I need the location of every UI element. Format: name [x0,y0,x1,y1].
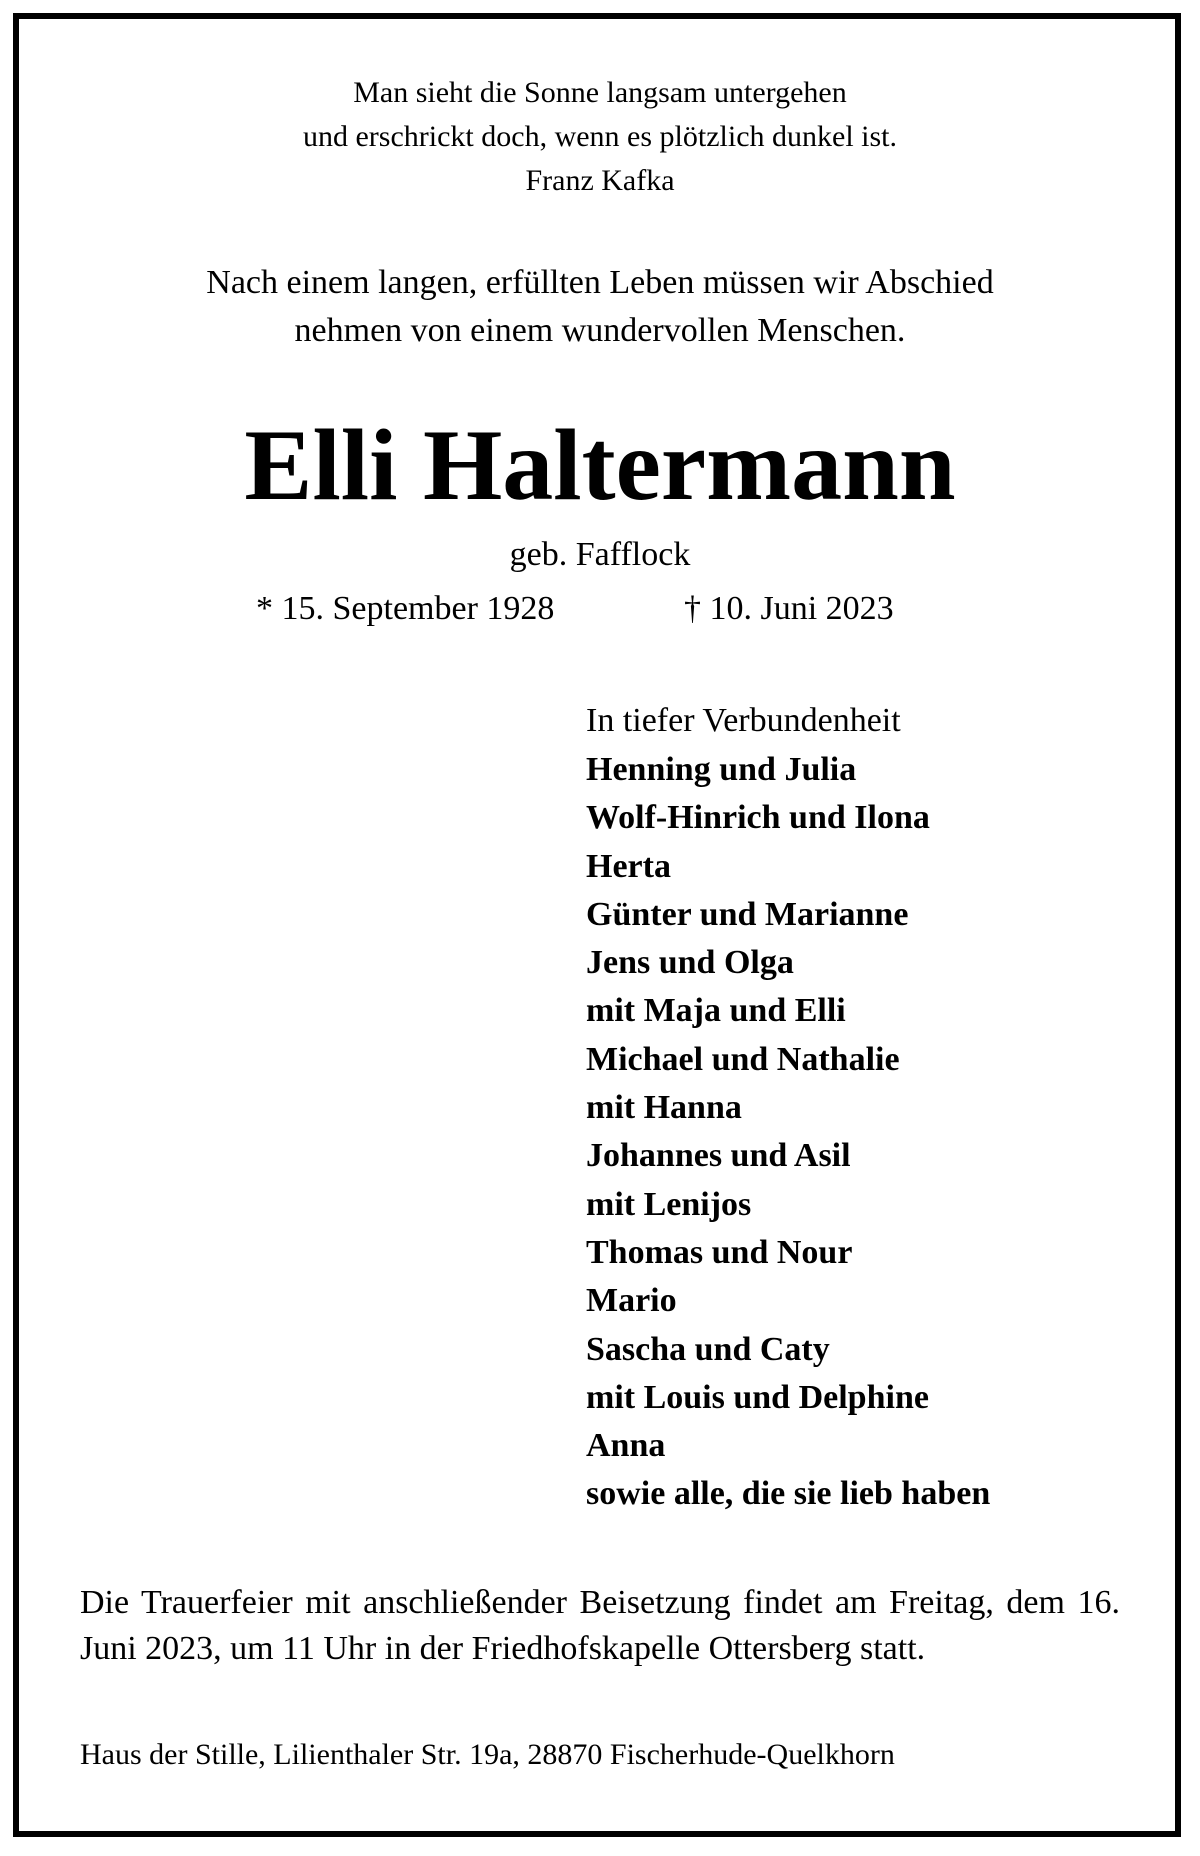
mourner-name: mit Lenijos [586,1185,752,1223]
intro-line-2: nehmen von einem wundervollen Menschen. [294,312,906,349]
funeral-service-info: Die Trauerfeier mit anschließender Beisetzung findet am Freitag, dem 16. Juni 2023, um 11 Uhr in der Friedhofskapelle Ottersberg statt. [80,1584,1120,1667]
mourner-name: Günter und Marianne [586,895,909,933]
funeral-home-address: Haus der Stille, Lilienthaler Str. 19a, 28870 Fischerhude-Quelkhorn [80,1738,895,1771]
deceased-name: Elli Haltermann [244,409,956,522]
birth-date: * 15. September 1928 [256,590,555,627]
birth-name: geb. Fafflock [509,536,691,573]
mourners-block [586,696,990,1519]
mourner-name: mit Louis und Delphine [586,1378,929,1416]
quote-line-1: Man sieht die Sonne langsam untergehen [353,76,847,109]
mourner-name: Wolf-Hinrich und Ilona [586,799,930,837]
mourner-name: Jens und Olga [586,944,794,982]
mourner-name: Johannes und Asil [586,1137,851,1175]
mourner-name: Anna [586,1427,666,1465]
mourner-name: mit Maja und Elli [586,992,846,1030]
mourner-name: mit Hanna [586,1089,742,1127]
mourner-name: Henning und Julia [586,751,857,788]
mourners-heading: In tiefer Verbundenheit [586,702,901,739]
quote-line-2: und erschrickt doch, wenn es plötzlich dunkel ist. [302,120,898,153]
mourner-name: Thomas und Nour [586,1233,853,1271]
mourner-name: Herta [586,847,671,885]
intro-line-1: Nach einem langen, erfüllten Leben müssen wir Abschied [206,264,994,301]
mourner-name: sowie alle, die sie lieb haben [586,1475,991,1513]
mourner-name: Mario [586,1282,677,1320]
mourner-name: Michael und Nathalie [586,1040,900,1078]
mourner-name: Sascha und Caty [586,1330,830,1368]
death-date: † 10. Juni 2023 [684,590,894,627]
quote-author: Franz Kafka [525,164,675,197]
